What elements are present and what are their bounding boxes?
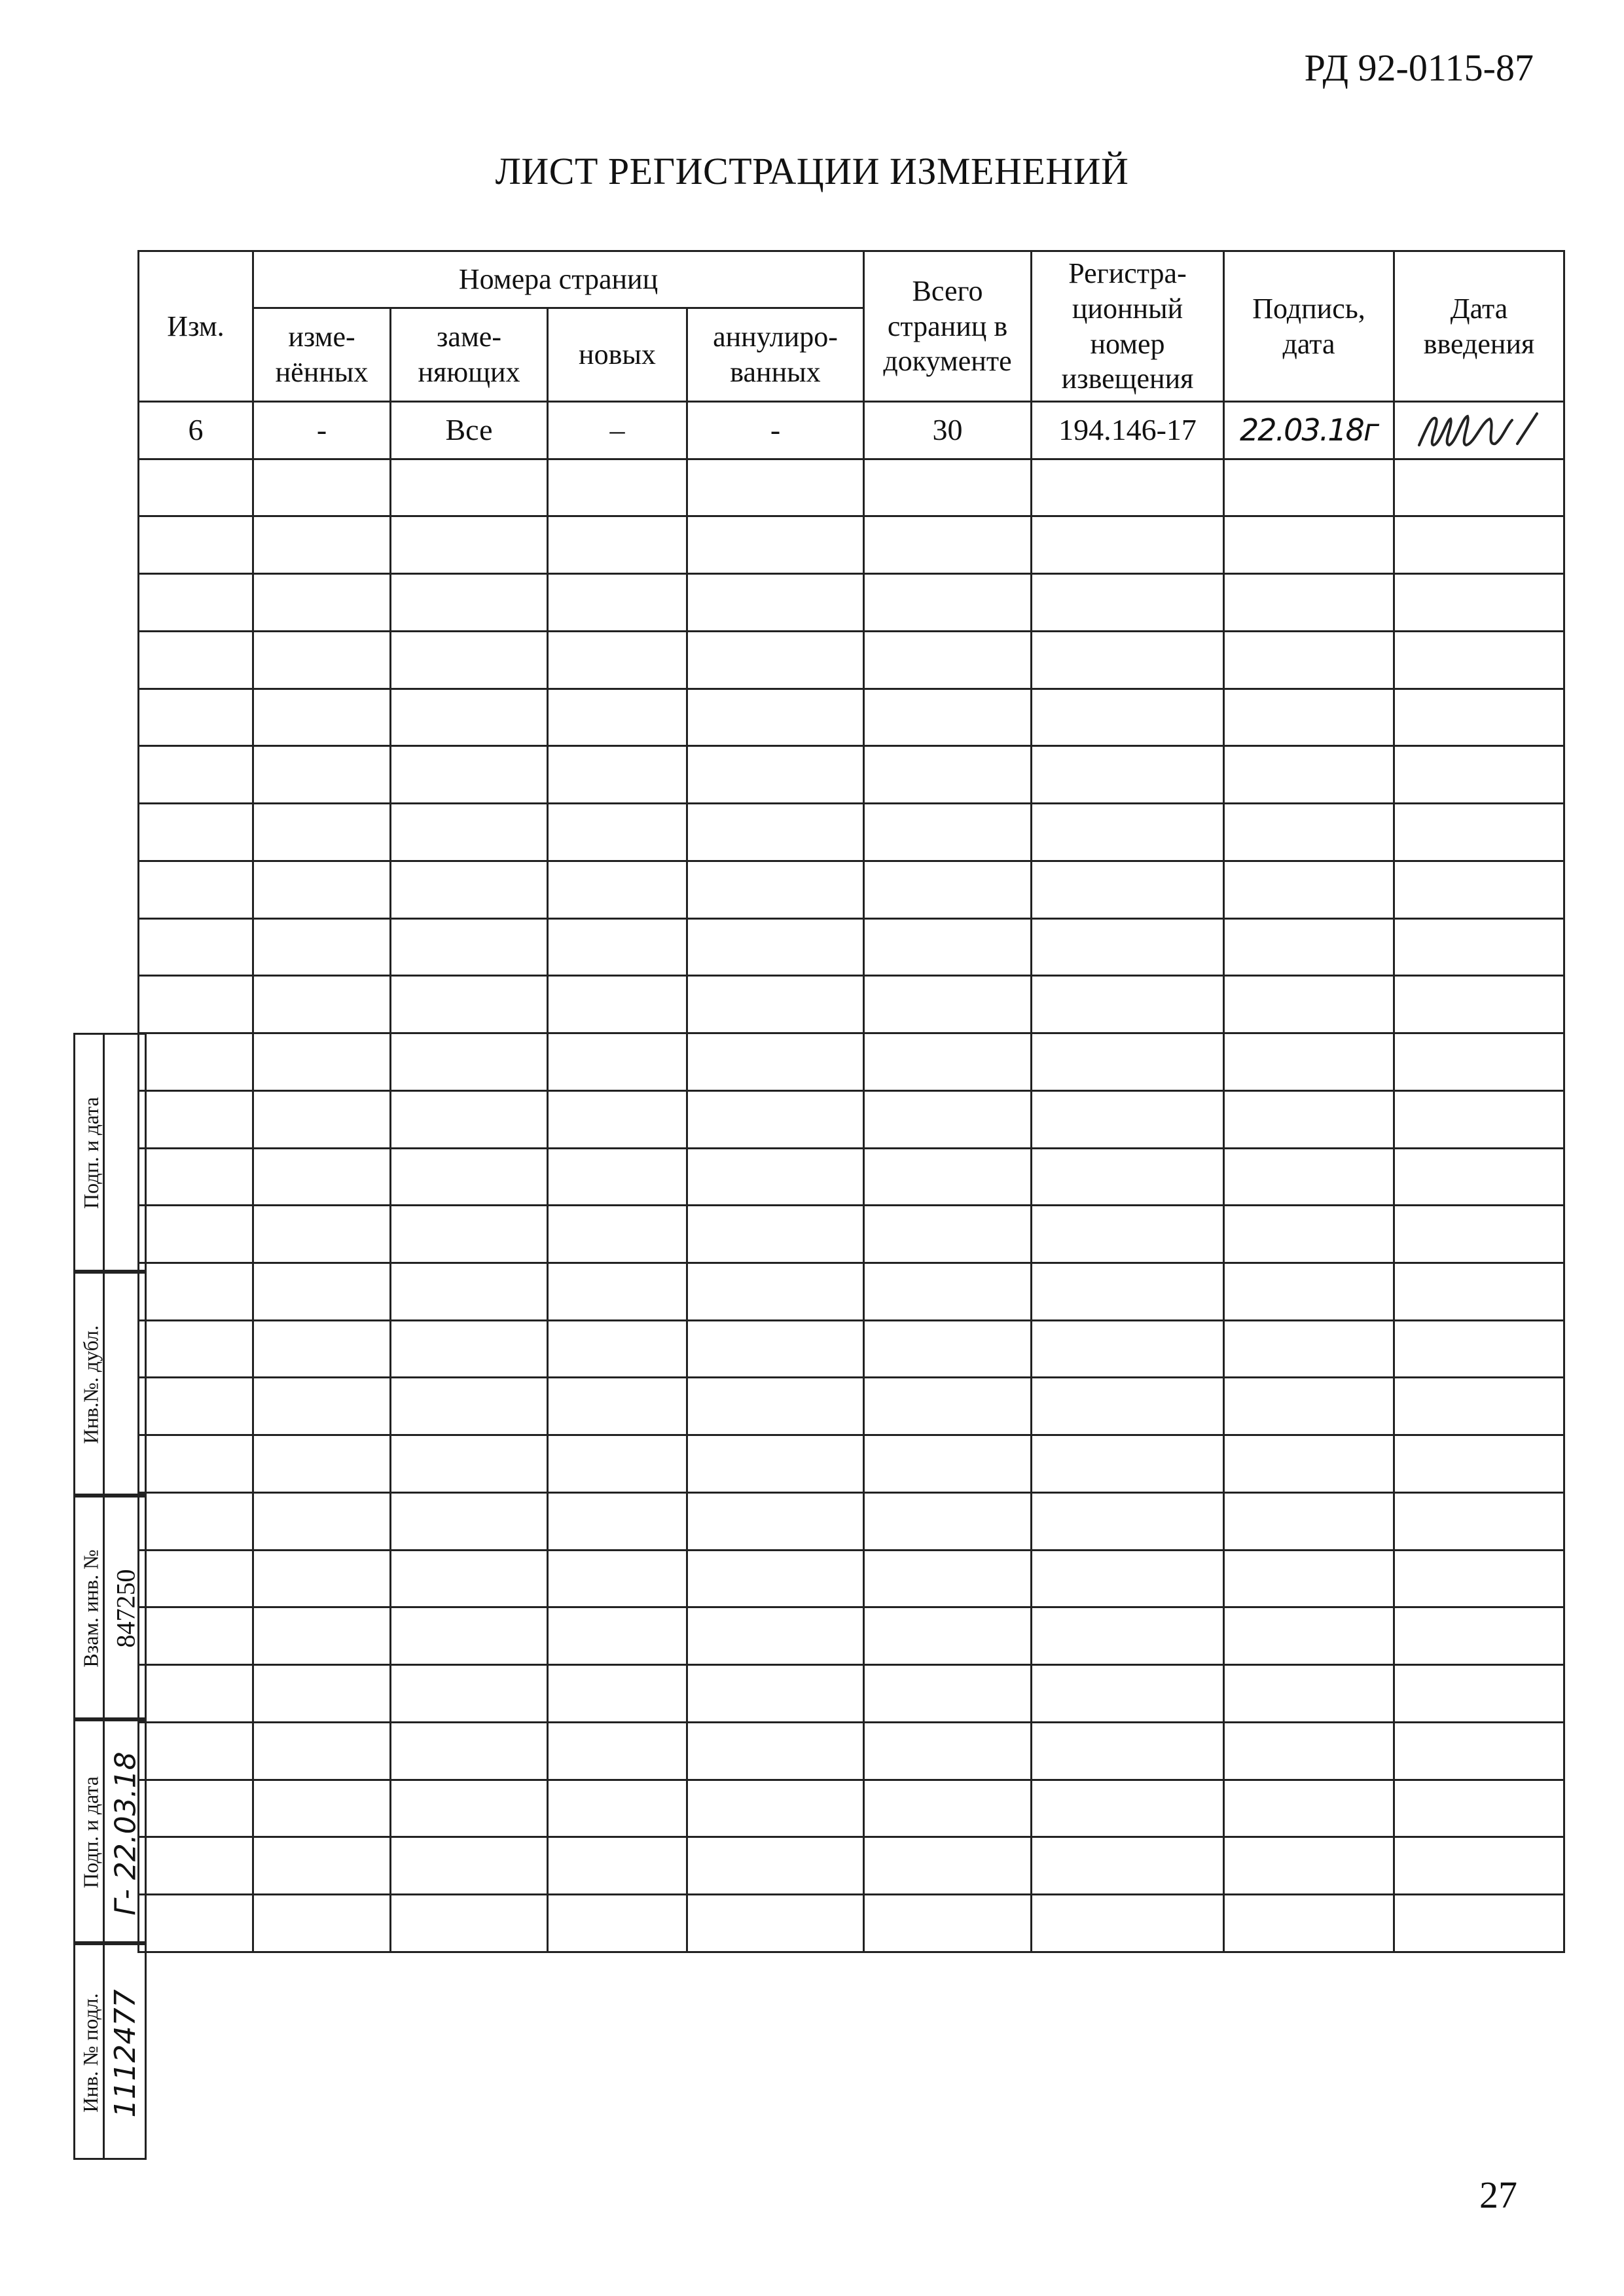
- header-total-pages: Всего страниц в документе: [864, 251, 1032, 402]
- table-cell: [864, 1435, 1032, 1493]
- table-cell: [391, 574, 548, 632]
- table-cell: [548, 1607, 687, 1665]
- table-row: [139, 1780, 1564, 1837]
- table-cell: [1032, 1435, 1224, 1493]
- table-cell: [687, 1895, 864, 1952]
- table-cell: [1394, 861, 1564, 918]
- table-cell: [1394, 631, 1564, 689]
- table-cell: [1032, 1320, 1224, 1378]
- table-cell: [253, 1722, 391, 1780]
- table-cell: [139, 1206, 253, 1263]
- table-cell: [1032, 689, 1224, 746]
- table-cell: [1394, 1090, 1564, 1148]
- table-cell: [548, 976, 687, 1033]
- stamp-value: 1112477: [109, 1989, 142, 2118]
- table-cell: [1224, 1320, 1394, 1378]
- table-cell: [548, 1722, 687, 1780]
- table-cell: [391, 976, 548, 1033]
- table-cell: [864, 1320, 1032, 1378]
- table-cell: [1394, 1722, 1564, 1780]
- table-cell: [1224, 861, 1394, 918]
- table-cell: [864, 1263, 1032, 1321]
- table-cell: [1032, 1148, 1224, 1206]
- table-cell: [687, 689, 864, 746]
- table-cell: [391, 516, 548, 574]
- table-cell: [687, 1090, 864, 1148]
- table-cell: [1032, 459, 1224, 516]
- table-cell: [391, 689, 548, 746]
- table-cell: [253, 459, 391, 516]
- table-cell: [1394, 804, 1564, 861]
- table-row: [139, 1378, 1564, 1435]
- table-cell: [139, 1665, 253, 1723]
- table-cell: [548, 746, 687, 804]
- table-cell: [391, 631, 548, 689]
- table-cell: [253, 1607, 391, 1665]
- table-cell: [1032, 1206, 1224, 1263]
- table-cell: [548, 1435, 687, 1493]
- table-cell: [864, 1492, 1032, 1550]
- table-cell: [548, 1090, 687, 1148]
- table-cell: [864, 1378, 1032, 1435]
- cell-new: –: [548, 402, 687, 459]
- table-row: [139, 1895, 1564, 1952]
- table-cell: [864, 1148, 1032, 1206]
- table-cell: [1394, 1895, 1564, 1952]
- table-cell: [139, 1607, 253, 1665]
- table-cell: [548, 574, 687, 632]
- table-cell: [864, 804, 1032, 861]
- table-cell: [253, 918, 391, 976]
- table-cell: [139, 1837, 253, 1895]
- header-change: Изм.: [139, 251, 253, 402]
- table-cell: [1394, 1492, 1564, 1550]
- header-replacing: заме- няющих: [391, 308, 548, 402]
- table-cell: [687, 1435, 864, 1493]
- table-cell: [1394, 1206, 1564, 1263]
- table-cell: [1224, 689, 1394, 746]
- table-cell: [391, 1665, 548, 1723]
- table-cell: [139, 1378, 253, 1435]
- table-cell: [1394, 1033, 1564, 1091]
- table-cell: [1032, 1607, 1224, 1665]
- table-cell: [253, 1263, 391, 1321]
- table-cell: [687, 574, 864, 632]
- table-cell: [1394, 1780, 1564, 1837]
- table-cell: [253, 689, 391, 746]
- table-cell: [253, 1492, 391, 1550]
- table-cell: [1032, 918, 1224, 976]
- change-registration-table: [137, 250, 1565, 1953]
- table-cell: [548, 459, 687, 516]
- table-cell: [864, 689, 1032, 746]
- table-row: [139, 631, 1564, 689]
- table-row: [139, 804, 1564, 861]
- table-cell: [253, 631, 391, 689]
- table-cell: [1032, 804, 1224, 861]
- table-cell: [864, 1550, 1032, 1607]
- table-row: [139, 1837, 1564, 1895]
- table-cell: [1394, 976, 1564, 1033]
- table-cell: [687, 804, 864, 861]
- table-cell: [1032, 976, 1224, 1033]
- table-cell: [1394, 574, 1564, 632]
- table-cell: [139, 1722, 253, 1780]
- table-cell: [864, 746, 1032, 804]
- table-cell: [1394, 516, 1564, 574]
- table-cell: [687, 459, 864, 516]
- header-annulled: аннулиро- ванных: [687, 308, 864, 402]
- table-row: [139, 1550, 1564, 1607]
- table-cell: [687, 746, 864, 804]
- table-cell: [1224, 1895, 1394, 1952]
- table-cell: [1224, 804, 1394, 861]
- table-cell: [391, 1722, 548, 1780]
- table-cell: [391, 1263, 548, 1321]
- table-cell: [687, 1722, 864, 1780]
- table-cell: [391, 1492, 548, 1550]
- cell-intro-date: [1394, 402, 1564, 459]
- table-cell: [1224, 574, 1394, 632]
- table-cell: [687, 631, 864, 689]
- table-cell: [391, 1033, 548, 1091]
- table-cell: [139, 746, 253, 804]
- table-cell: [391, 459, 548, 516]
- table-cell: [253, 1090, 391, 1148]
- table-cell: [1224, 1665, 1394, 1723]
- table-cell: [548, 1148, 687, 1206]
- table-row: [139, 1492, 1564, 1550]
- table-row: [139, 746, 1564, 804]
- header-changed: изме- нённых: [253, 308, 391, 402]
- cell-signature-date: 22.03.18г: [1224, 402, 1394, 459]
- table-cell: [139, 459, 253, 516]
- stamp-dup-inv: [73, 1272, 145, 1496]
- table-cell: [1032, 746, 1224, 804]
- table-cell: [1394, 1435, 1564, 1493]
- table-cell: [1224, 1090, 1394, 1148]
- stamp-label: Инв. № подл.: [79, 1993, 102, 2113]
- table-cell: [1032, 1492, 1224, 1550]
- table-cell: [253, 1780, 391, 1837]
- table-cell: [1224, 1780, 1394, 1837]
- table-cell: [548, 1378, 687, 1435]
- table-cell: [1394, 1263, 1564, 1321]
- table-cell: [548, 516, 687, 574]
- table-cell: [1032, 1837, 1224, 1895]
- table-cell: [391, 1550, 548, 1607]
- table-row: [139, 1320, 1564, 1378]
- table-cell: [1224, 459, 1394, 516]
- table-cell: [391, 1607, 548, 1665]
- table-cell: [548, 1837, 687, 1895]
- table-cell: [1032, 1895, 1224, 1952]
- table-cell: [253, 1206, 391, 1263]
- table-cell: [548, 1492, 687, 1550]
- table-cell: [139, 1263, 253, 1321]
- table-cell: [391, 746, 548, 804]
- table-cell: [391, 804, 548, 861]
- table-cell: [391, 1837, 548, 1895]
- table-cell: [864, 861, 1032, 918]
- stamp-label: Подп. и дата: [79, 1776, 103, 1888]
- table-cell: [1032, 1263, 1224, 1321]
- cell-annulled: -: [687, 402, 864, 459]
- page-title: ЛИСТ РЕГИСТРАЦИИ ИЗМЕНЕНИЙ: [495, 150, 1129, 192]
- table-row: [139, 459, 1564, 516]
- table-cell: [548, 804, 687, 861]
- table-row: [139, 1607, 1564, 1665]
- table-cell: [253, 1320, 391, 1378]
- page-number: 27: [1479, 2174, 1517, 2216]
- table-cell: [1224, 1033, 1394, 1091]
- table-cell: [1224, 1435, 1394, 1493]
- table-cell: [139, 689, 253, 746]
- table-cell: [687, 1206, 864, 1263]
- table-cell: [1394, 1550, 1564, 1607]
- table-cell: [864, 574, 1032, 632]
- cell-reg-number: 194.146-17: [1032, 402, 1224, 459]
- table-row: [139, 1665, 1564, 1723]
- table-cell: [139, 861, 253, 918]
- table-cell: [864, 1607, 1032, 1665]
- table-cell: [548, 1033, 687, 1091]
- cell-total-pages: 30: [864, 402, 1032, 459]
- cell-changed: -: [253, 402, 391, 459]
- table-cell: [1032, 574, 1224, 632]
- table-cell: [253, 861, 391, 918]
- table-cell: [687, 1550, 864, 1607]
- table-cell: [548, 1206, 687, 1263]
- table-cell: [1032, 1722, 1224, 1780]
- table-cell: [1394, 1607, 1564, 1665]
- table-cell: [864, 1090, 1032, 1148]
- table-cell: [139, 631, 253, 689]
- table-cell: [391, 1090, 548, 1148]
- table-cell: [139, 1492, 253, 1550]
- table-cell: [687, 516, 864, 574]
- table-cell: [1032, 516, 1224, 574]
- table-cell: [687, 1033, 864, 1091]
- table-cell: [548, 1895, 687, 1952]
- table-cell: [687, 1378, 864, 1435]
- handwritten-signature: [1414, 407, 1545, 453]
- table-cell: [548, 1263, 687, 1321]
- table-cell: [687, 1320, 864, 1378]
- stamp-value: 847250: [111, 1569, 141, 1648]
- table-cell: [687, 976, 864, 1033]
- table-row: [139, 861, 1564, 918]
- table-cell: [1224, 631, 1394, 689]
- stamp-label: Взам. инв. №: [79, 1549, 103, 1668]
- table-cell: [864, 918, 1032, 976]
- table-cell: [548, 918, 687, 976]
- table-cell: [1394, 459, 1564, 516]
- table-cell: [139, 1320, 253, 1378]
- stamp-repl-inv: [73, 1496, 145, 1719]
- table-row: [139, 1435, 1564, 1493]
- table-cell: [1224, 1837, 1394, 1895]
- table-cell: [687, 1607, 864, 1665]
- header-reg-number: Регистра- ционный номер извещения: [1032, 251, 1224, 402]
- table-cell: [1224, 1550, 1394, 1607]
- table-cell: [687, 1837, 864, 1895]
- table-row: [139, 1206, 1564, 1263]
- table-cell: [687, 1492, 864, 1550]
- table-cell: [548, 1320, 687, 1378]
- margin-stamp: [73, 1033, 147, 2160]
- cell-replacing: Все: [391, 402, 548, 459]
- table-cell: [139, 1780, 253, 1837]
- table-cell: [139, 574, 253, 632]
- table-cell: [139, 918, 253, 976]
- stamp-label: Подп. и дата: [79, 1097, 103, 1209]
- table-cell: [253, 1378, 391, 1435]
- table-cell: [391, 1148, 548, 1206]
- table-cell: [391, 1378, 548, 1435]
- table-cell: [548, 1780, 687, 1837]
- table-row: [139, 402, 1564, 459]
- table-row: [139, 1263, 1564, 1321]
- table-cell: [391, 1780, 548, 1837]
- table-cell: [687, 1780, 864, 1837]
- table-cell: [139, 1435, 253, 1493]
- table-cell: [548, 689, 687, 746]
- table-cell: [548, 631, 687, 689]
- table-cell: [1032, 1665, 1224, 1723]
- table-row: [139, 516, 1564, 574]
- table-cell: [1032, 861, 1224, 918]
- header-new: новых: [548, 308, 687, 402]
- table-cell: [1394, 918, 1564, 976]
- table-row: [139, 918, 1564, 976]
- table-cell: [864, 631, 1032, 689]
- table-cell: [864, 976, 1032, 1033]
- table-cell: [391, 1320, 548, 1378]
- header-signature-date: Подпись, дата: [1224, 251, 1394, 402]
- table-cell: [1394, 1665, 1564, 1723]
- table-cell: [864, 516, 1032, 574]
- table-cell: [253, 574, 391, 632]
- stamp-sign-date-2: [73, 1719, 145, 1943]
- table-cell: [139, 1033, 253, 1091]
- table-row: [139, 1148, 1564, 1206]
- table-cell: [1394, 689, 1564, 746]
- table-cell: [1394, 1378, 1564, 1435]
- table-cell: [864, 1722, 1032, 1780]
- table-cell: [864, 1206, 1032, 1263]
- table-cell: [687, 918, 864, 976]
- table-cell: [548, 1550, 687, 1607]
- table-cell: [864, 1837, 1032, 1895]
- table-cell: [253, 804, 391, 861]
- table-cell: [253, 976, 391, 1033]
- stamp-value: Г- 22.03.18: [109, 1751, 143, 1916]
- table-cell: [1032, 1090, 1224, 1148]
- document-code: РД 92-0115-87: [1304, 46, 1534, 89]
- table-cell: [253, 1550, 391, 1607]
- table-cell: [1224, 976, 1394, 1033]
- table-cell: [548, 861, 687, 918]
- table-cell: [253, 1837, 391, 1895]
- table-cell: [391, 1435, 548, 1493]
- table-cell: [864, 1033, 1032, 1091]
- table-row: [139, 574, 1564, 632]
- table-row: [139, 689, 1564, 746]
- table-cell: [1224, 1206, 1394, 1263]
- table-cell: [687, 1263, 864, 1321]
- table-cell: [391, 918, 548, 976]
- table-cell: [1032, 1550, 1224, 1607]
- table-row: [139, 1033, 1564, 1091]
- table-cell: [1394, 746, 1564, 804]
- table-cell: [253, 1033, 391, 1091]
- table-cell: [1224, 1607, 1394, 1665]
- table-cell: [139, 1895, 253, 1952]
- table-cell: [1394, 1837, 1564, 1895]
- table-cell: [1032, 1378, 1224, 1435]
- header-page-numbers: Номера страниц: [253, 251, 864, 308]
- table-cell: [139, 804, 253, 861]
- table-cell: [1224, 1378, 1394, 1435]
- table-cell: [864, 459, 1032, 516]
- table-row: [139, 976, 1564, 1033]
- table-cell: [253, 516, 391, 574]
- table-cell: [391, 861, 548, 918]
- table-cell: [139, 516, 253, 574]
- table-cell: [139, 1090, 253, 1148]
- header-intro-date: Дата введения: [1394, 251, 1564, 402]
- stamp-sign-date-1: [73, 1033, 145, 1272]
- stamp-orig-inv: [73, 1943, 145, 2160]
- table-cell: [1224, 1492, 1394, 1550]
- stamp-label: Инв.№. дубл.: [79, 1325, 103, 1444]
- table-cell: [1394, 1148, 1564, 1206]
- table-cell: [1032, 1780, 1224, 1837]
- table-cell: [687, 861, 864, 918]
- table-cell: [253, 1665, 391, 1723]
- table-cell: [139, 1550, 253, 1607]
- table-cell: [391, 1206, 548, 1263]
- table-cell: [391, 1895, 548, 1952]
- table-cell: [687, 1665, 864, 1723]
- cell-change: 6: [139, 402, 253, 459]
- table-row: [139, 1090, 1564, 1148]
- table-cell: [1224, 1263, 1394, 1321]
- table-cell: [687, 1148, 864, 1206]
- table-cell: [139, 976, 253, 1033]
- table-cell: [253, 1148, 391, 1206]
- table-cell: [1032, 631, 1224, 689]
- table-cell: [1224, 918, 1394, 976]
- table-cell: [139, 1148, 253, 1206]
- table-cell: [1224, 516, 1394, 574]
- table-cell: [864, 1780, 1032, 1837]
- table-cell: [1394, 1320, 1564, 1378]
- table-cell: [1224, 1148, 1394, 1206]
- table-cell: [253, 1895, 391, 1952]
- table-cell: [864, 1895, 1032, 1952]
- table-cell: [253, 1435, 391, 1493]
- table-cell: [1224, 746, 1394, 804]
- table-row: [139, 1722, 1564, 1780]
- table-cell: [1224, 1722, 1394, 1780]
- table-cell: [864, 1665, 1032, 1723]
- table-cell: [548, 1665, 687, 1723]
- table-cell: [1032, 1033, 1224, 1091]
- table-cell: [253, 746, 391, 804]
